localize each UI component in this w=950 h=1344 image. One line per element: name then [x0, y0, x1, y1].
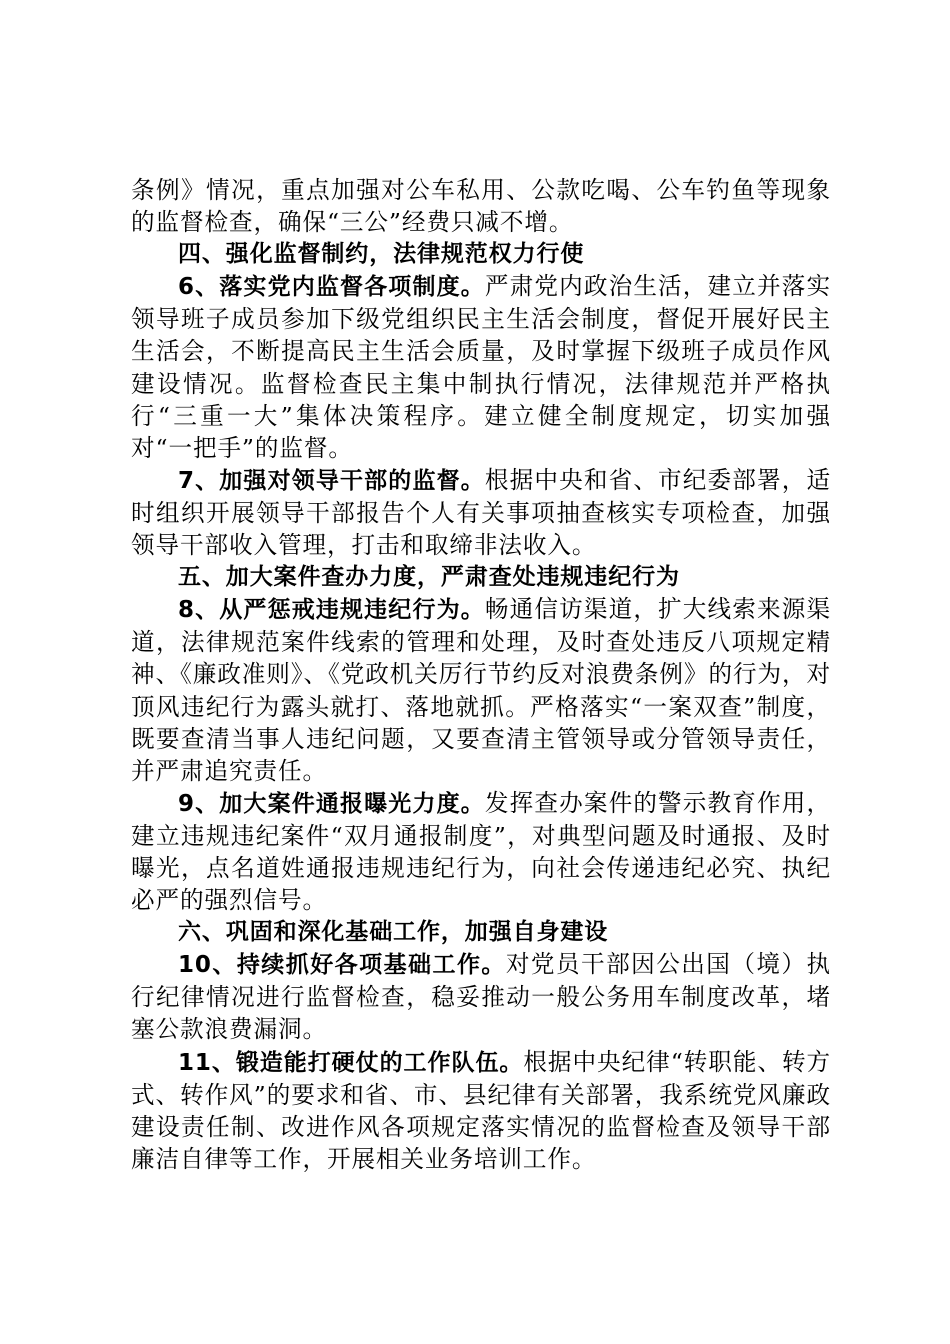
paragraph-text: 根据中央纪律“转职能、转方式、转作风”的要求和省、市、县纪律有关部署，我系统党风廉政建设责任制、改进作风各项规定落实情况的监督检查及领导干部廉洁自律等工作，开展相关业务培训工作。: [131, 1047, 831, 1173]
paragraph-item-10: [131, 948, 831, 1045]
paragraph-text: 畅通信访渠道，扩大线索来源渠道，法律规范案件线索的管理和处理，及时查处违反八项规定精神、《廉政准则》、《党政机关厉行节约反对浪费条例》的行为，对顶风违纪行为露头就打、落地就抓。严格落实“一案双查”制度，既要查清当事人违纪问题，又要查清主管领导或分管领导责任，并严肃追究责任。: [131, 595, 831, 785]
section-heading-6: 六、巩固和深化基础工作，加强自身建设: [178, 919, 609, 946]
paragraph-item-11: [131, 1046, 831, 1175]
item-lead: 11、锻造能打硬仗的工作队伍。: [178, 1049, 524, 1076]
section-heading-4: 四、强化监督制约，法律规范权力行使: [178, 241, 585, 268]
paragraph-item-7: [131, 464, 831, 561]
paragraph-text: 根据中央和省、市纪委部署，适时组织开展领导干部报告个人有关事项抽查核实专项检查，加强领导干部收入管理，打击和取缔非法收入。: [131, 465, 831, 560]
paragraph-item-9: [131, 787, 831, 916]
paragraph-continuation: [131, 174, 831, 238]
item-lead: 7、加强对领导干部的监督。: [178, 467, 485, 494]
document-page: [131, 174, 831, 1175]
item-lead: 10、持续抓好各项基础工作。: [178, 952, 506, 979]
item-lead: 6、落实党内监督各项制度。: [178, 274, 485, 301]
item-lead: 9、加大案件通报曝光力度。: [178, 790, 485, 817]
paragraph-text: 严肃党内政治生活，建立并落实领导班子成员参加下级党组织民主生活会制度，督促开展好民主生活会，不断提高民主生活会质量，及时掌握下级班子成员作风建设情况。监督检查民主集中制执行情况，法律规范并严格执行“三重一大”集体决策程序。建立健全制度规定，切实加强对“一把手”的监督。: [131, 272, 831, 462]
paragraph-text: 对党员干部因公出国（境）执行纪律情况进行监督检查，稳妥推动一般公务用车制度改革，堵塞公款浪费漏洞。: [131, 950, 831, 1044]
paragraph-item-6: [131, 270, 831, 464]
item-lead: 8、从严惩戒违规违纪行为。: [178, 597, 485, 624]
paragraph-text: 发挥查办案件的警示教育作用，建立违规违纪案件“双月通报制度”，对典型问题及时通报、及时曝光，点名道姓通报违规违纪行为，向社会传递违纪必究、执纪必严的强烈信号。: [131, 788, 831, 915]
paragraph-item-8: [131, 593, 831, 787]
paragraph-text: 条例》情况，重点加强对公车私用、公款吃喝、公车钓鱼等现象的监督检查，确保“三公”经费只减不增。: [131, 176, 831, 237]
section-heading-5: 五、加大案件查办力度，严肃查处违规违纪行为: [178, 564, 680, 591]
